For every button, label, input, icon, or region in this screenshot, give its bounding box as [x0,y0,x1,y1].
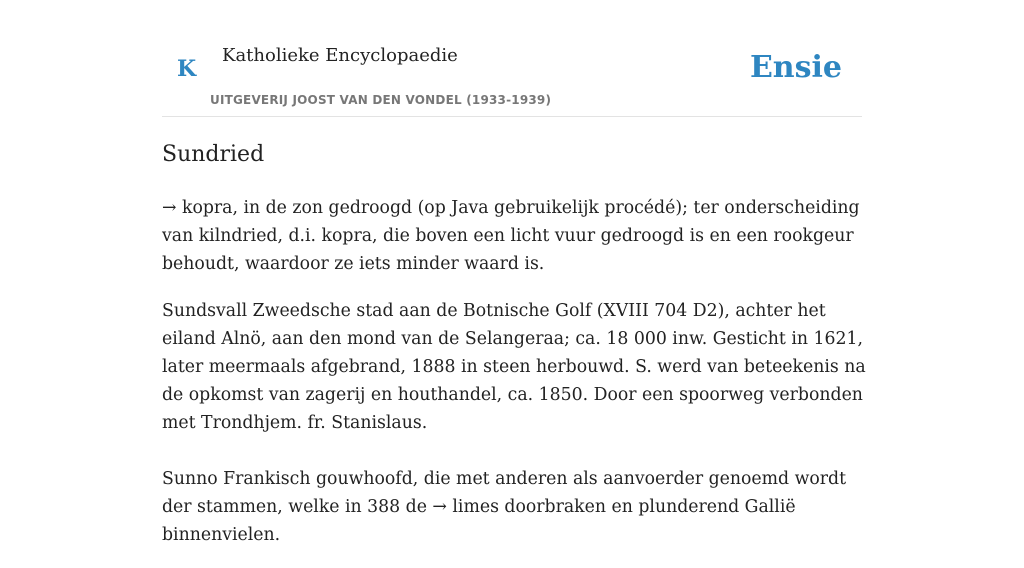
paragraph-sundsvall: Sundsvall Zweedsche stad aan de Botnische Golf (XVIII 704 D2), achter het eiland Alnö, aan den mond van de Selangeraa; ca. 18 000 inw. Gesticht in 1621, later meermaals afgebrand, 1888 in steen herbouwd. S. werd van beteekenis na de opkomst van zagerij en houthandel, ca. 1850. Door een spoorweg verbonden met Trondhjem. fr. Stanislaus. [162,301,866,433]
logo-k-icon[interactable]: K [177,56,197,82]
entry-title: Sundried [162,142,265,167]
paragraph-sunno: Sunno Frankisch gouwhoofd, die met anderen als aanvoerder genoemd wordt der stammen, welke in 388 de → limes doorbraken en plunderend Gallië binnenvielen. [162,469,847,545]
article-content [162,136,866,568]
publisher-subtitle: UITGEVERIJ JOOST VAN DEN VONDEL (1933-1939) [210,93,552,107]
site-header [162,0,862,117]
site-title[interactable]: Katholieke Encyclopaedie [222,45,458,66]
paragraph-sundried: → kopra, in de zon gedroogd (op Java gebruikelijk procédé); ter onderscheiding van kilndried, d.i. kopra, die boven een licht vuur gedroogd is en een rookgeur behoudt, waardoor ze iets minder waard is. [162,198,860,274]
ensie-logo[interactable]: Ensie [749,50,842,85]
